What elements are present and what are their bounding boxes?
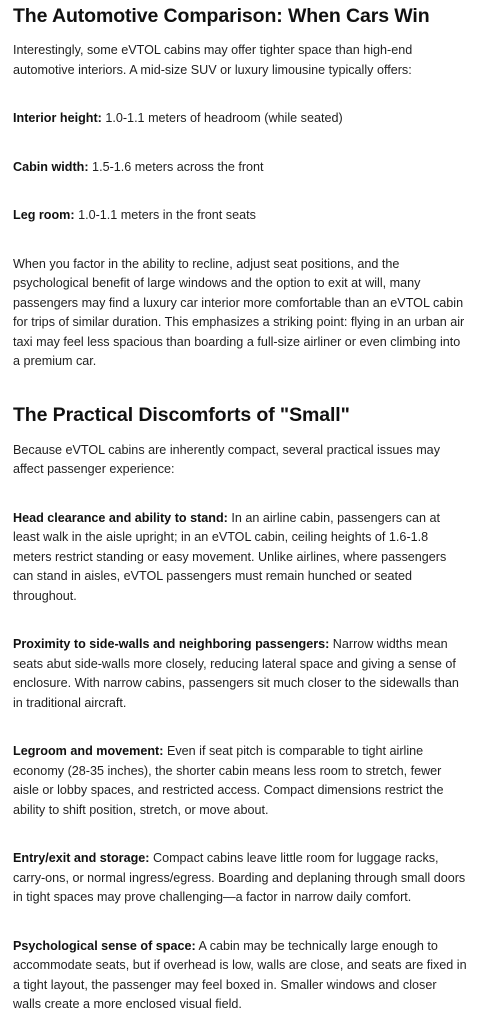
section-heading-practical-discomforts: The Practical Discomforts of "Small": [13, 403, 350, 426]
paragraph-automotive-intro: Interestingly, some eVTOL cabins may offer tighter space than high-end automotive interiors. A mid-size SUV or luxury limousine typically offers:: [13, 43, 413, 77]
item-text: A cabin may be technically large enough to accommodate seats, but if overhead is low, walls are close, and seats are fixed in a tight layout, the passenger may feel boxed in. Smaller windows and closer walls create a more enclosed visual field.: [13, 938, 467, 1011]
item-text: 1.5-1.6 meters across the front: [88, 159, 264, 174]
item-text: Even if seat pitch is comparable to tight airline economy (28-35 inches), the shorter cabin means less room to stretch, fewer aisle or lobby spaces, and restricted access. Compact dimensions restrict the ability to shift position, stretch, or move about.: [13, 744, 444, 817]
item-label: Legroom and movement:: [13, 744, 164, 758]
paragraph-automotive-conclusion: When you factor in the ability to recline, adjust seat positions, and the psychological benefit of large windows and the option to exit at will, many passengers may find a luxury car interior more comfortable than an eVTOL cabin for trips of similar duration. This emphasizes a striking point: flying in an urban air taxi may feel less spacious than boarding a full-size airliner or even climbing into a premium car.: [13, 256, 465, 368]
item-label: Cabin width:: [13, 159, 89, 174]
list-item-head-clearance: [13, 509, 467, 607]
list-item-leg-room: [13, 206, 467, 226]
item-label: Psychological sense of space:: [13, 938, 196, 953]
item-label: Head clearance and ability to stand:: [13, 510, 228, 525]
item-text: In an airline cabin, passengers can at least walk in the aisle upright; in an eVTOL cabin, ceiling heights of 1.6-1.8 meters restrict standing or easy movement. Unlike airlines, where passengers can stand in aisles, eVTOL passengers must remain hunched or seated throughout.: [13, 510, 447, 603]
item-label: Leg room:: [13, 208, 75, 222]
item-text: 1.0-1.1 meters of headroom (while seated): [101, 111, 343, 125]
item-text: Compact cabins leave little room for luggage racks, carry-ons, or normal ingress/egress. Boarding and deplaning through small doors in tight spaces may prove challenging—a factor in narrow daily comfort.: [13, 851, 466, 904]
item-text: Narrow widths mean seats abut side-walls more closely, reducing lateral space and giving a sense of enclosure. With narrow cabins, passengers sit much closer to the sidewalls than in traditional aircraft.: [13, 637, 459, 710]
item-label: Entry/exit and storage:: [13, 851, 150, 865]
item-text: 1.0-1.1 meters in the front seats: [74, 208, 256, 222]
list-item-side-wall-proximity: [13, 635, 467, 713]
list-item-legroom-movement: [13, 742, 467, 820]
item-label: Proximity to side-walls and neighboring passengers:: [13, 637, 330, 651]
paragraph-discomforts-intro: Because eVTOL cabins are inherently compact, several practical issues may affect passenger experience:: [13, 442, 440, 476]
list-item-interior-height: [13, 109, 467, 129]
item-label: Interior height:: [13, 111, 102, 125]
list-item-entry-exit-storage: [13, 849, 467, 908]
list-item-psychological-space: [13, 937, 467, 1015]
list-item-cabin-width: [13, 158, 467, 178]
section-heading-automotive-comparison: The Automotive Comparison: When Cars Win: [13, 5, 430, 27]
